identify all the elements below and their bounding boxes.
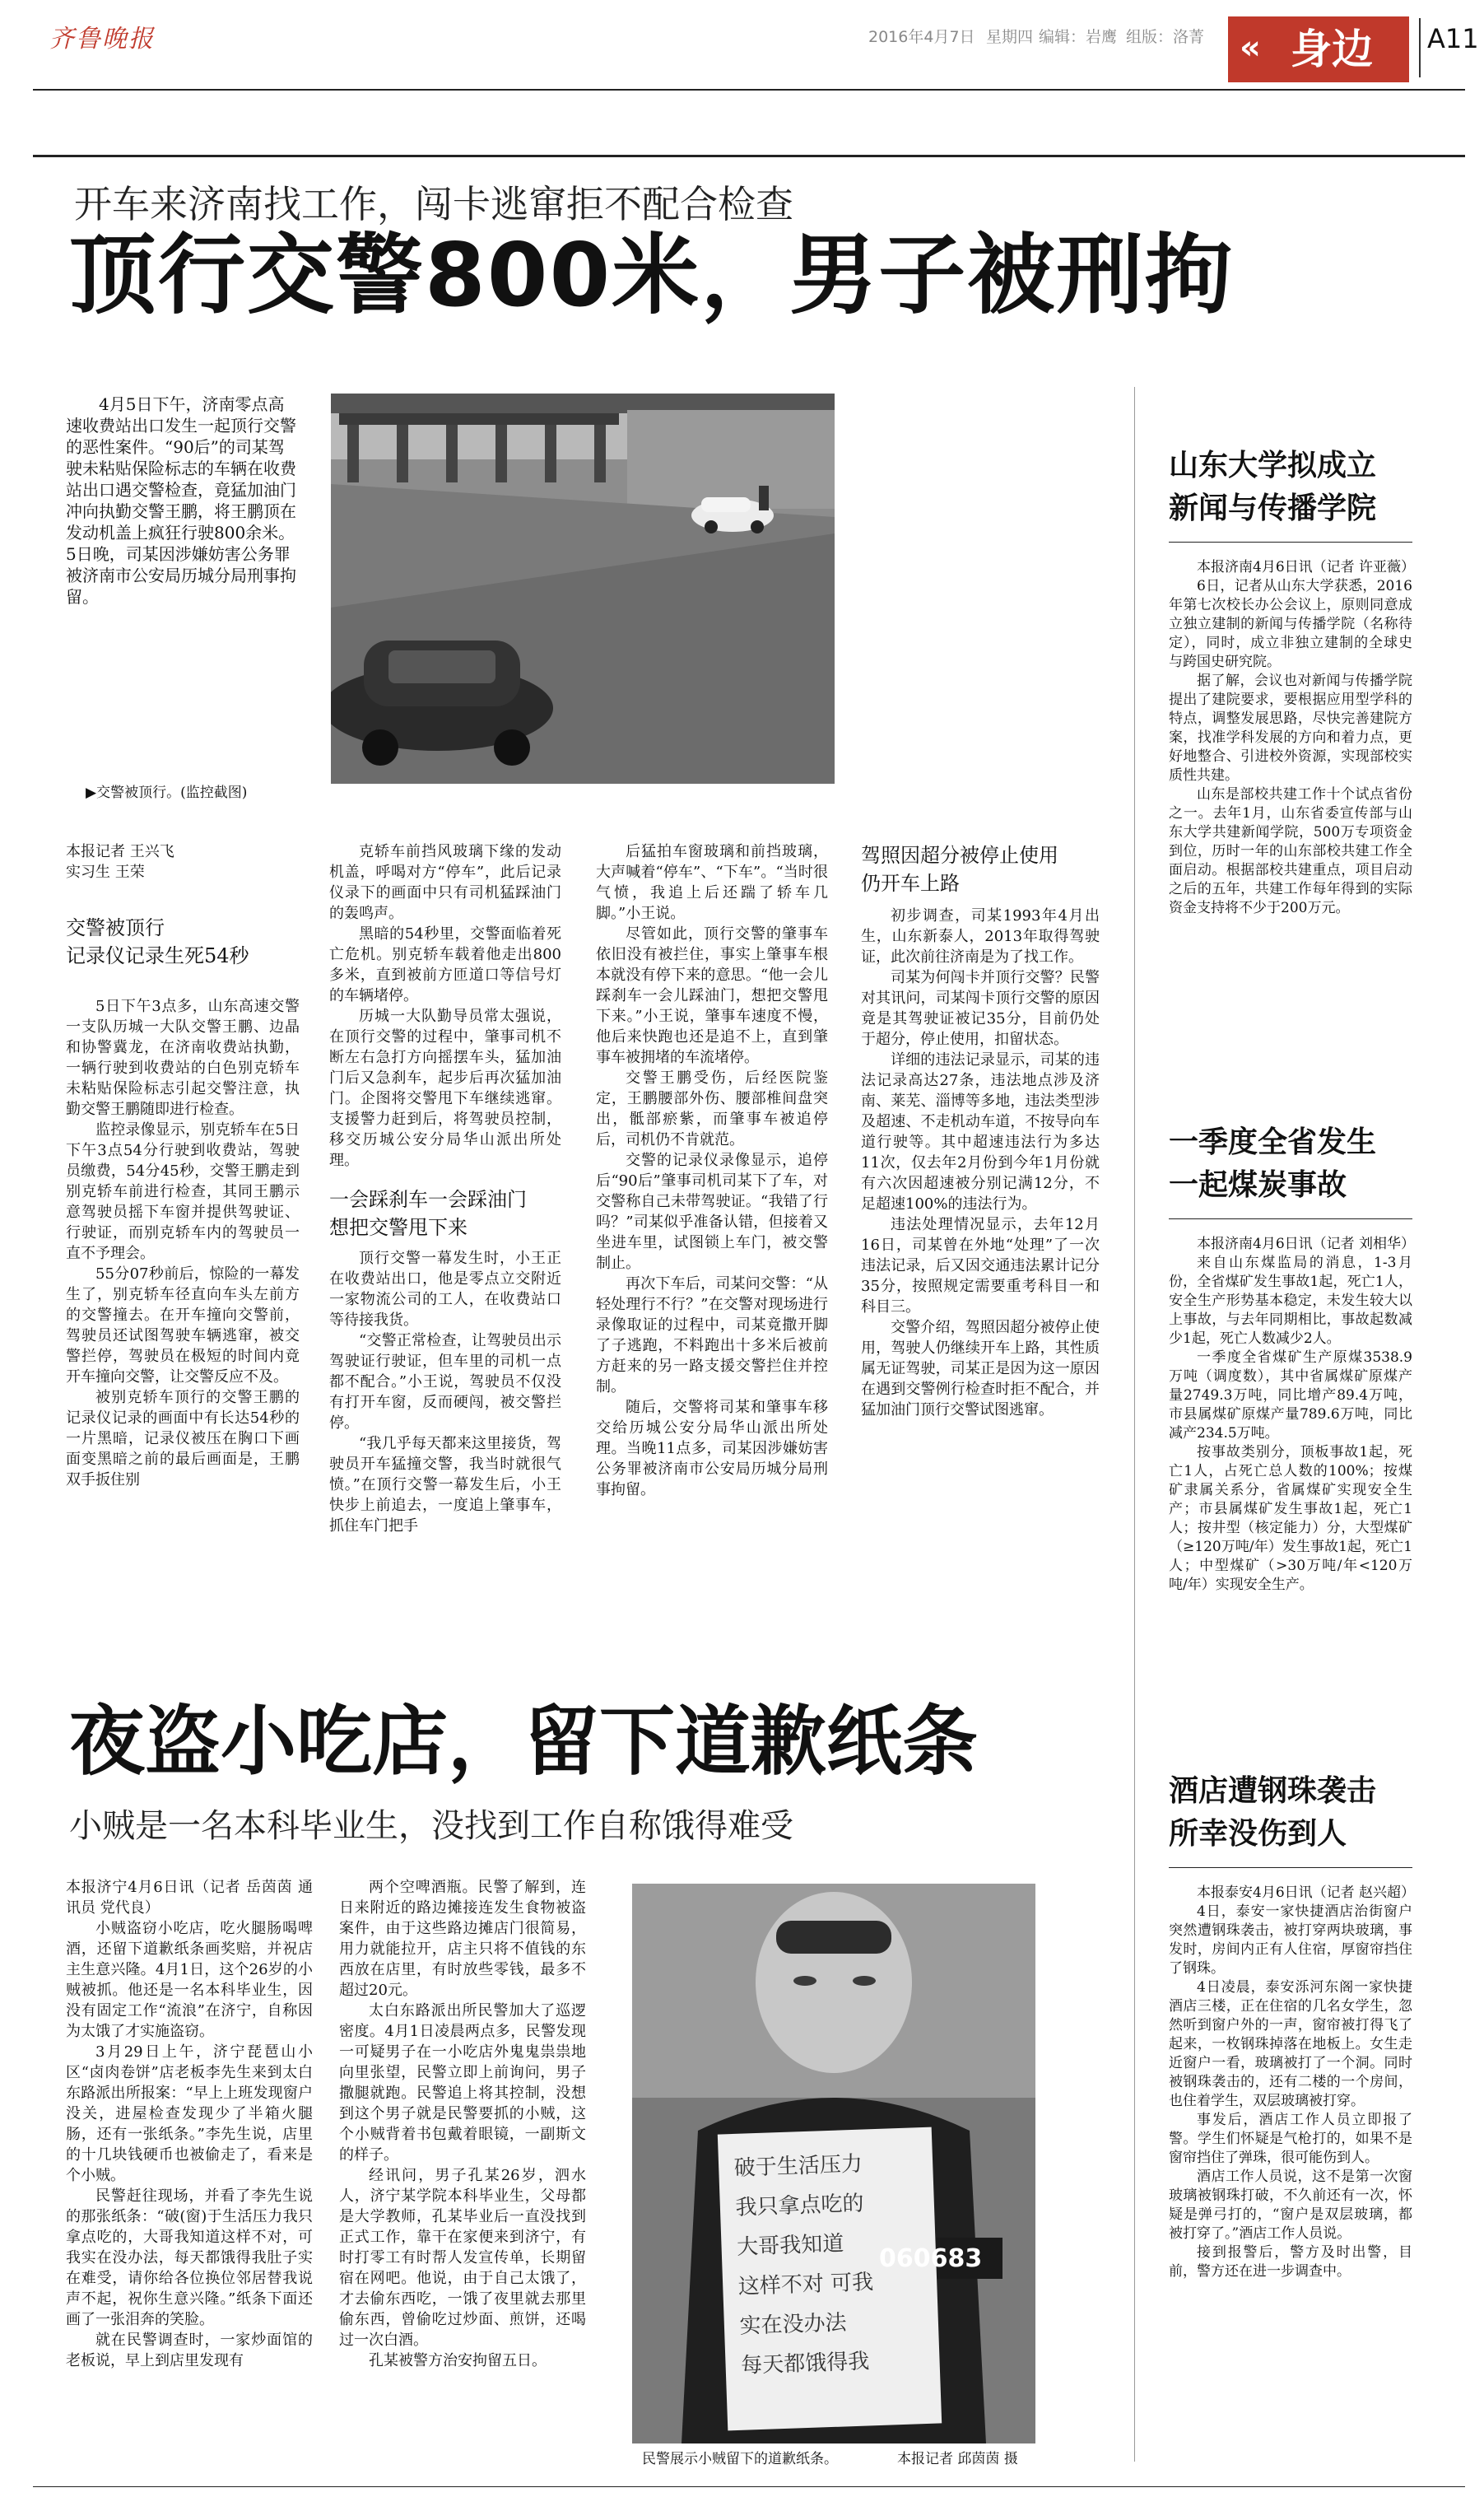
paragraph: 民警赶往现场，并看了李先生说的那张纸条：“破(窗)于生活压力我只拿点吃的，大哥我知道这样不对，可我实在没办法，每天都饿得我肚子实在难受，请你给各位换位邻居替我说声不起，祝你生意兴隆。”纸条下面还画了一张泪奔的笑脸。	[66, 2187, 313, 2328]
article2-column-1	[66, 1877, 313, 2371]
paragraph: 一季度全省煤矿生产原煤3538.9万吨（调度数），其中省属煤矿原煤产量2749.3万吨，同比增产89.4万吨，市县属煤矿原煤产量789.6万吨，同比减产234.5万吨。	[1169, 1349, 1412, 1442]
article2-headline: 夜盗小吃店，留下道歉纸条	[69, 1698, 979, 1786]
note-line: 每天都饿得我	[740, 2349, 870, 2378]
toll-station-scene	[331, 394, 835, 784]
section-title: 身边	[1291, 26, 1373, 73]
top-rule	[33, 155, 1465, 157]
article2-subtitle: 小贼是一名本科毕业生，没找到工作自称饿得难受	[69, 1807, 793, 1845]
apology-note-text	[733, 2142, 931, 2386]
photo2-credit: 本报记者 邱茵茵 摄	[897, 2451, 1018, 2467]
brief3-byline: 本报泰安4月6日讯（记者 赵兴超）	[1197, 1884, 1416, 1901]
header-divider	[1419, 18, 1421, 77]
paragraph: 详细的违法记录显示，司某的违法记录高达27条，违法地点涉及济南、莱芜、淄博等多地，违法类型涉及超速、不走机动车道，不按导向车道行驶等。其中超速违法行为多达11次，仅去年2月份到今年1月份就有六次因超速被分别记满12分，不足超速100%的违法行为。	[861, 1051, 1100, 1213]
paragraph: 后猛拍车窗玻璃和前挡玻璃，大声喊着“停车”、“下车”。“当时很气愤，我追上后还踹了轿车几脚。”小王说。	[596, 843, 828, 922]
article1-subhead-2	[329, 1186, 561, 1242]
brief2-headline	[1169, 1121, 1412, 1207]
article1-subhead-1	[66, 914, 249, 970]
editor-credit: 编辑：岩鹰	[1039, 28, 1118, 46]
surveillance-photo	[331, 394, 835, 784]
column-divider	[1134, 387, 1135, 2462]
paragraph: 历城一大队勤导员常太强说，在顶行交警的过程中，肇事司机不断左右急打方向摇摆车头，猛加油门后又急刹车，起步后再次猛加油门。企图将交警甩下车继续逃窜。支援警力赶到后，将驾驶员控制，移交历城公安分局华山派出所处理。	[329, 1008, 561, 1169]
paragraph: 初步调查，司某1993年4月出生，山东新泰人，2013年取得驾驶证，此次前往济南是为了找工作。	[861, 907, 1100, 966]
headline-line: 新闻与传播学院	[1169, 491, 1377, 525]
paragraph: 克轿车前挡风玻璃下缘的发动机盖，呼喝对方“停车”，此后记录仪录下的画面中只有司机猛踩油门的轰鸣声。	[329, 843, 561, 922]
paragraph: 孔某被警方治安拘留五日。	[369, 2352, 547, 2369]
section-badge	[1228, 16, 1409, 82]
brief-shandong-university	[1169, 445, 1416, 918]
photo1-caption-wrap	[86, 784, 247, 802]
paragraph: 来自山东煤监局的消息，1-3月份，全省煤矿发生事故1起，死亡1人，安全生产形势基本稳定，未发生较大以上事故，与去年同期相比，事故起数减少1起，死亡人数减少2人。	[1169, 1255, 1412, 1347]
subhead-line: 交警被顶行	[66, 916, 165, 939]
double-chevron-icon: «	[1240, 29, 1261, 67]
article1-headline: 顶行交警800米，男子被刑拘	[69, 225, 1235, 326]
paragraph: 两个空啤酒瓶。民警了解到，连日来附近的路边摊接连发生食物被盗案件，由于这些路边摊店门很简易，用力就能拉开，店主只将不值钱的东西放在店里，有时放些零钱，最多不超过20元。	[339, 1879, 586, 1999]
article2-byline: 本报济宁4月6日讯（记者 岳茵茵 通讯员 党代良）	[66, 1879, 313, 1917]
paragraph: 司某为何闯卡并顶行交警？民警对其讯问，司某闯卡顶行交警的原因竟是其驾驶证被记35分，目前仍处于超分，停止使用，扣留状态。	[861, 969, 1100, 1048]
headline-line: 一季度全省发生	[1169, 1125, 1377, 1159]
paragraph: 顶行交警一幕发生时，小王正在收费站出口，他是零点立交附近一家物流公司的工人，在收费站口等待接我货。	[329, 1250, 561, 1329]
byline-reporter: 本报记者 王兴飞	[66, 843, 174, 860]
article1-column-2	[329, 841, 561, 1536]
note-line: 大哥我知道	[736, 2231, 844, 2261]
paragraph: 监控录像显示，别克轿车在5日下午3点54分行驶到收费站，驾驶员缴费，54分45秒，交警王鹏走到别克轿车前进行检查，其同王鹏示意驾驶员摇下车窗并提供驾驶证、行驶证，而别克轿车内的驾驶员一直不予理会。	[66, 1121, 300, 1262]
subhead-line: 一会踩刹车一会踩油门	[329, 1188, 527, 1211]
headline-line: 山东大学拟成立	[1169, 449, 1377, 482]
paragraph: 就在民警调查时，一家炒面馆的老板说，早上到店里发现有	[66, 2332, 313, 2369]
paragraph: 3月29日上午，济宁琵琶山小区“卤肉卷饼”店老板李先生来到太白东路派出所报案：“早上上班发现窗户没关，进屋检查发现少了半箱火腿肠，还有一张纸条。”李先生说，店里的十几块钱硬币也被偷走了，看来是个小贼。	[66, 2043, 313, 2184]
brief-coal-accident	[1169, 1121, 1416, 1595]
headline-line: 酒店遭钢珠袭击	[1169, 1774, 1377, 1808]
apology-note-photo	[632, 1884, 1035, 2443]
header-rule	[33, 89, 1465, 91]
issue-date: 2016年4月7日	[868, 28, 975, 46]
article1-column-4	[861, 841, 1100, 1420]
designer-credit: 组版：洛菁	[1126, 28, 1205, 46]
paragraph: 6日，记者从山东大学获悉，2016年第七次校长办公会议上，原则同意成立独立建制的新闻与传播学院（名称待定），同时，成立非独立建制的全球史与跨国史研究院。	[1169, 578, 1412, 670]
brief1-rule	[1169, 542, 1412, 543]
paragraph: 据了解，会议也对新闻与传播学院提出了建院要求，要根据应用型学科的特点，调整发展思路，尽快完善建院方案，找准学科发展的方向和着力点，更好地整合、引进校外资源，实现部校实质性共建。	[1169, 673, 1412, 784]
brief1-headline	[1169, 445, 1412, 530]
paragraph: “我几乎每天都来这里接货，驾驶员开车猛撞交警，我当时就很气愤。”在顶行交警一幕发生后，小王快步上前追去，一度追上肇事车，抓住车门把手	[329, 1435, 561, 1535]
note-line: 我只拿点吃的	[735, 2191, 865, 2221]
paragraph: 太白东路派出所民警加大了巡逻密度。4月1日凌晨两点多，民警发现一可疑男子在一小吃店外鬼鬼祟祟地向里张望，民警立即上前询问，男子撒腿就跑。民警追上将其控制，没想到这个男子就是民警要抓的小贼，这个小贼背着书包戴着眼镜，一副斯文的样子。	[339, 2002, 586, 2164]
subhead-line: 驾照因超分被停止使用	[861, 844, 1058, 867]
article1-subhead-3	[861, 841, 1100, 897]
paragraph: “交警正常检查，让驾驶员出示驾驶证行驶证，但车里的司机一点都不配合。”小王说，驾驶员不仅没有打开车窗，反而硬闯，被交警拦停。	[329, 1332, 561, 1432]
article1-subtitle: 开车来济南找工作，闯卡逃窜拒不配合检查	[74, 182, 793, 226]
caption-arrow-icon: ▶	[86, 785, 97, 801]
paragraph: 4日，泰安一家快捷酒店治街窗户突然遭钢珠袭击，被打穿两块玻璃，事发时，房间内正有人住宿，厚窗帘挡住了钢珠。	[1169, 1903, 1412, 1977]
article1-column-3	[596, 841, 828, 1500]
issue-weekday: 星期四	[986, 28, 1034, 46]
paragraph: 交警的记录仪录像显示，追停后“90后”肇事司机司某下了车，对交警称自己未带驾驶证。“我错了行吗？”司某似乎准备认错，但接着又坐进车里，试图锁上车门，被交警制止。	[596, 1152, 828, 1272]
paragraph: 事发后，酒店工作人员立即报了警。学生们怀疑是气枪打的，如果不是窗帘挡住了弹珠，很可能伤到人。	[1169, 2112, 1412, 2166]
byline-intern: 实习生 王荣	[66, 864, 145, 881]
brief3-headline	[1169, 1770, 1412, 1856]
photo2-caption: 民警展示小贼留下的道歉纸条。	[642, 2451, 838, 2467]
paragraph: 尽管如此，顶行交警的肇事车依旧没有被拦住，事实上肇事车根本就没有停下来的意思。“他一会儿踩刹车一会儿踩油门，想把交警甩下来。”小王说，肇事车速度不慢，他后来快跑也还是追不上，直到肇事车被拥堵的车流堵停。	[596, 925, 828, 1066]
brief2-rule	[1169, 1218, 1412, 1219]
paragraph: 55分07秒前后，惊险的一幕发生了，别克轿车径直向车头左前方的交警撞去。在开车撞向交警前，驾驶员还试图驾驶车辆逃窜，被交警拦停，驾驶员在极短的时间内竟开车撞向交警，让交警反应不及。	[66, 1265, 300, 1386]
paragraph: 经讯问，男子孔某26岁，泗水人，济宁某学院本科毕业生，父母都是大学教师，孔某毕业后一直没找到正式工作，靠干在家便来到济宁，有时打零工有时帮人发宣传单，长期留宿在网吧。他说，由于自己太饿了，才去偷东西吃，一饿了夜里就去那里偷东西，曾偷吃过炒面、煎饼，还喝过一次白酒。	[339, 2167, 586, 2349]
article1-column-1	[66, 996, 300, 1490]
brief-hotel-steel-ball	[1169, 1770, 1416, 2281]
paragraph: 按事故类别分，顶板事故1起，死亡1人，占死亡总人数的100%；按煤矿隶属关系分，省属煤矿实现安全生产；市县属煤矿发生事故1起，死亡1人；按井型（核定能力）分，大型煤矿（≥120万吨/年）发生事故1起，死亡1人；中型煤矿（>30万吨/年<120万吨/年）实现安全生产。	[1169, 1444, 1412, 1593]
article2-column-2	[339, 1877, 586, 2371]
subhead-line: 记录仪记录生死54秒	[66, 944, 249, 967]
headline-line: 一起煤炭事故	[1169, 1168, 1347, 1202]
paragraph: 再次下车后，司某问交警：“从轻处理行不行？”在交警对现场进行录像取证的过程中，司某竟撒开脚了子逃跑，不料跑出十多米后被前方赶来的另一路支援交警拦住并控制。	[596, 1275, 828, 1395]
photo1-caption: 交警被顶行。(监控截图)	[96, 785, 248, 801]
paragraph: 4日凌晨，泰安泺河东阁一家快捷酒店三楼，正在住宿的几名女学生，忽然听到窗户外的一声，窗帘被打得飞了起来，一枚钢珠掉落在地板上。女生走近窗户一看，玻璃被打了一个洞。同时被钢珠袭击的，还有二楼的一个房间，也住着学生，双层玻璃被打穿。	[1169, 1979, 1412, 2109]
article1-byline	[66, 841, 174, 883]
paragraph: 黑暗的54秒里，交警面临着死亡危机。别克轿车载着他走出800多米，直到被前方匝道口等信号灯的车辆堵停。	[329, 925, 561, 1004]
paragraph: 酒店工作人员说，这不是第一次窗玻璃被钢珠打破，不久前还有一次，怀疑是弹弓打的，“窗户是双层玻璃，都被打穿了。”酒店工作人员说。	[1169, 2169, 1412, 2242]
headline-line: 所幸没伤到人	[1169, 1817, 1347, 1851]
paragraph: 被别克轿车顶行的交警王鹏的记录仪记录的画面中有长达54秒的一片黑暗，记录仪被压在胸口下画面变黑暗之前的最后画面是，王鹏双手扳住别	[66, 1389, 300, 1488]
paragraph: 交警王鹏受伤，后经医院鉴定，王鹏腰部外伤、腰部椎间盘突出，骶部瘀紫，而肇事车被追停后，司机仍不肯就范。	[596, 1069, 828, 1148]
brief1-byline: 本报济南4月6日讯（记者 许亚薇）	[1197, 559, 1416, 575]
brief3-rule	[1169, 1867, 1412, 1868]
brief2-byline: 本报济南4月6日讯（记者 刘相华）	[1197, 1236, 1416, 1252]
paragraph: 交警介绍，驾照因超分被停止使用，驾驶人仍继续开车上路，其性质属无证驾驶，司某正是因为这一原因在遇到交警例行检查时拒不配合，并猛加油门顶行交警试图逃窜。	[861, 1319, 1100, 1419]
vest-number: 060683	[879, 2244, 983, 2273]
masthead-logo: 齐鲁晚报	[49, 25, 155, 54]
article1-lead: 4月5日下午，济南零点高速收费站出口发生一起顶行交警的恶性案件。“90后”的司某驾驶未粘贴保险标志的车辆在收费站出口遇交警检查，竟猛加油门冲向执勤交警王鹏，将王鹏顶在发动机盖上疯狂行驶800余米。5日晚，司某因涉嫌妨害公务罪被济南市公安局历城分局刑事拘留。	[66, 394, 296, 607]
note-line: 破于生活压力	[733, 2151, 863, 2182]
paragraph: 违法处理情况显示，去年12月16日，司某曾在外地“处理”了一次违法记录，后又因交通违法累计记分35分，按照规定需要重考科目一和科目三。	[861, 1216, 1100, 1316]
paragraph: 小贼盗窃小吃店，吃火腿肠喝啤酒，还留下道歉纸条画奖赔，并祝店主生意兴隆。4月1日，这个26岁的小贼被抓。他还是一名本科毕业生，因没有固定工作“流浪”在济宁，自称因为太饿了才实施盗窃。	[66, 1920, 313, 2040]
paragraph: 山东是部校共建工作十个试点省份之一。去年1月，山东省委宣传部与山东大学共建新闻学院，500万专项资金到位，历时一年的山东部校共建工作全面启动。根据部校共建重点，项目启动之后的五年，共建工作每年得到的实际资金支持将不少于200万元。	[1169, 786, 1412, 916]
paragraph: 5日下午3点多，山东高速交警一支队历城一大队交警王鹏、边晶和协警冀龙，在济南收费站执勤，一辆行驶到收费站的白色别克轿车未粘贴保险标志引起交警注意，执勤交警王鹏随即进行检查。	[66, 998, 300, 1118]
subhead-line: 仍开车上路	[861, 872, 960, 895]
footer-rule	[33, 2486, 1465, 2487]
page-number: A11	[1427, 23, 1479, 54]
note-line: 实在没办法	[739, 2310, 848, 2339]
subhead-line: 想把交警甩下来	[329, 1216, 468, 1239]
paragraph: 接到报警后，警方及时出警，目前，警方还在进一步调查中。	[1169, 2244, 1412, 2280]
note-line: 这样不对 可我	[737, 2270, 874, 2299]
paragraph: 随后，交警将司某和肇事车移交给历城公安分局华山派出所处理。当晚11点多，司某因涉嫌妨害公务罪被济南市公安局历城分局刑事拘留。	[596, 1399, 828, 1498]
